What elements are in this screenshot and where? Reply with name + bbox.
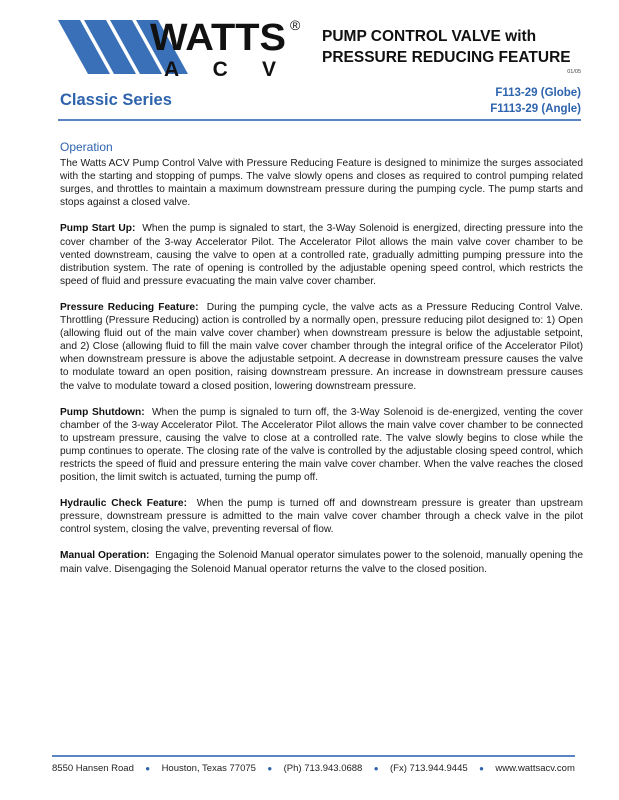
model-numbers xyxy=(490,85,581,117)
paragraph-heading: Pump Shutdown: xyxy=(60,406,145,418)
paragraph-text: When the pump is signaled to start, the 3-Way Solenoid is energized, directing pressure into the cover chamber of the 3-way Accelerator Pilot. The Accelerator Pilot allows the main valve cover chamber to be vented downstream, causing the valve to open at a controlled rate, gradually admitting pumping pressure into the distribution system. The rate of opening is controlled by the adjustable opening speed control, which restricts the speed of fluid and pressure evacuating the main valve cover chamber. xyxy=(60,223,583,287)
bullet-icon: ● xyxy=(479,764,484,773)
paragraph-pump-shutdown xyxy=(60,406,583,485)
bullet-icon: ● xyxy=(373,764,379,773)
title-line-2: PRESSURE REDUCING FEATURE xyxy=(322,49,571,66)
paragraph-heading: Pressure Reducing Feature: xyxy=(60,301,199,313)
paragraph-heading: Pump Start Up: xyxy=(60,223,136,235)
paragraph-text: When the pump is signaled to turn off, the 3-Way Solenoid is de-energized, venting the cover chamber of the 3-way Accelerator Pilot. The Accelerator Pilot allows the main valve cover chamber to be connected to upstream pressure, causing the valve to close at a controlled rate. The valve slowly begins to close while the pump continues to operate. The closing rate of the valve is controlled by the adjustable closing speed control, which restricts the speed of fluid and pressure entering the main valve cover chamber. When the valve reaches the closed position, the limit switch is actuated, turning the pump off. xyxy=(60,406,583,484)
section-title: Operation xyxy=(60,140,113,154)
document-title xyxy=(322,26,592,68)
paragraph-heading: Manual Operation: xyxy=(60,550,150,562)
paragraph-text: When the pump is turned off and downstream pressure is greater than upstream pressure, downstream pressure is admitted to the main valve cover chamber through a check valve in the pilot control system, closing the valve, preventing reversal of flow. xyxy=(60,498,583,536)
watts-acv-logo xyxy=(58,16,308,78)
paragraph-pressure-reducing xyxy=(60,301,583,393)
logo-registered-mark: ® xyxy=(290,17,301,33)
paragraph-manual-operation xyxy=(60,549,583,575)
header-divider xyxy=(58,119,581,121)
footer-website: www.wattsacv.com xyxy=(495,763,575,774)
logo-acv: A C V xyxy=(164,58,276,78)
paragraph-text: During the pumping cycle, the valve acts as a Pressure Reducing Control Valve. Throttling (Pressure Reducing) action is controlled by a normally open, pressure reducing pilot designed to: 1) Open (allowing fluid out of the main valve cover chamber) when downstream pressure is below the adjustable setpoint, and 2) Close (allowing fluid to fill the main valve cover chamber through the integral orifice of the Accelerator Pilot) when downstream pressure is above the adjustable setpoint. A decrease in downstream pressure causes the valve to modulate toward an open position, raising downstream pressure. An increase in downstream pressure causes the valve to modulate toward a closed position, lowering downstream pressure. xyxy=(60,301,583,392)
bullet-icon: ● xyxy=(267,764,273,773)
paragraph-pump-start-up xyxy=(60,222,583,287)
document-body xyxy=(60,141,583,589)
paragraph-heading: Hydraulic Check Feature: xyxy=(60,498,187,510)
footer-fax: (Fx) 713.944.9445 xyxy=(390,763,468,774)
revision-code: 01/05 xyxy=(567,69,581,75)
title-line-1: PUMP CONTROL VALVE with xyxy=(322,28,537,45)
footer-address: 8550 Hansen Road xyxy=(52,763,134,774)
footer-phone: (Ph) 713.943.0688 xyxy=(283,763,363,774)
bullet-icon: ● xyxy=(145,764,151,773)
paragraph-text: Engaging the Solenoid Manual operator simulates power to the solenoid, manually opening the main valve. Disengaging the Solenoid Manual operator returns the valve to the closed position. xyxy=(60,550,583,575)
logo-wordmark: WATTS xyxy=(150,17,286,59)
footer-contact xyxy=(52,763,575,774)
model-globe: F113-29 (Globe) xyxy=(495,87,581,99)
model-angle: F1113-29 (Angle) xyxy=(490,103,581,115)
series-name: Classic Series xyxy=(60,91,172,109)
paragraph-hydraulic-check xyxy=(60,497,583,536)
footer-city: Houston, Texas 77075 xyxy=(161,763,256,774)
intro-paragraph: The Watts ACV Pump Control Valve with Pressure Reducing Feature is designed to minimize the surges associated with the starting and stopping of pumps. The valve slowly opens and closes as required to control pumping related surges, and throttles to maintain a maximum downstream pressure during the pumping cycle. The pump starts and stops against a closed valve. xyxy=(60,158,583,209)
footer-divider xyxy=(52,755,575,757)
